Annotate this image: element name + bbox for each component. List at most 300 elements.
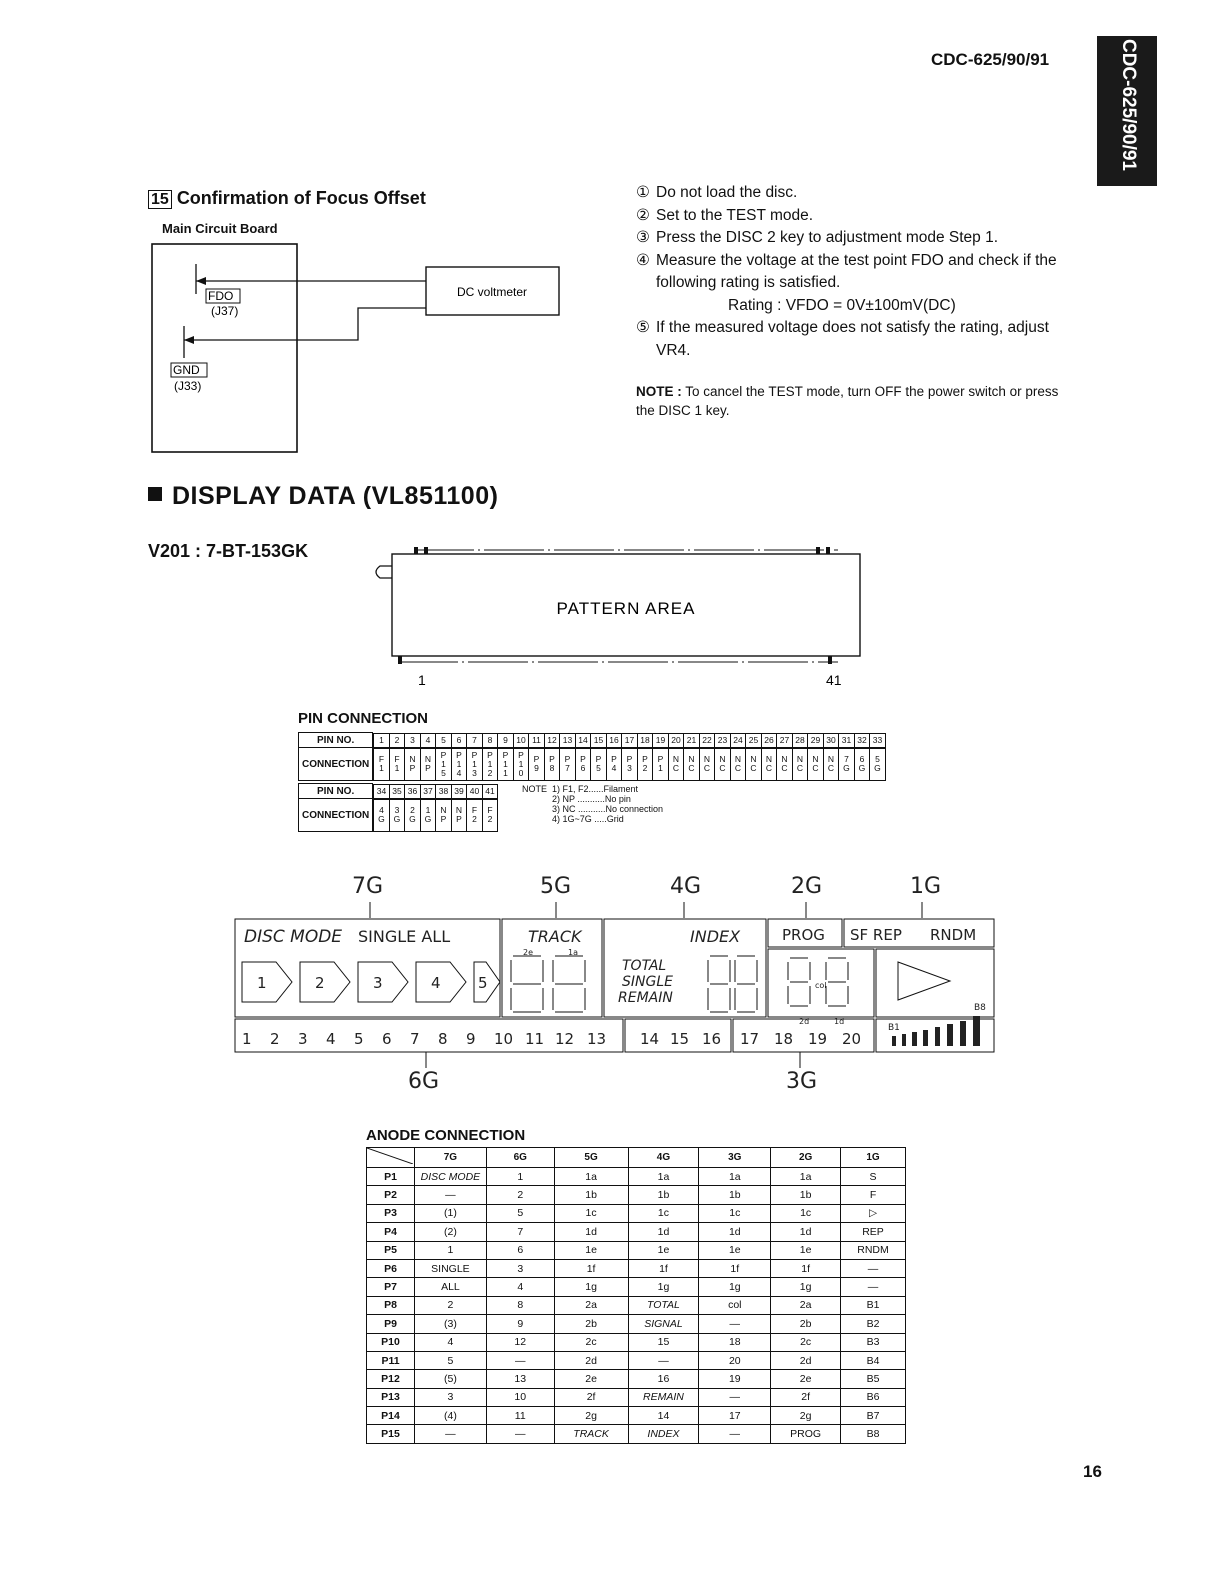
anode-cell: 13 bbox=[486, 1370, 554, 1388]
pin-table-1 bbox=[298, 732, 887, 781]
anode-cell: 1a bbox=[628, 1168, 699, 1186]
table2-conn bbox=[373, 799, 499, 832]
anode-cell: 17 bbox=[699, 1407, 771, 1425]
anode-cell: 1d bbox=[554, 1223, 628, 1241]
rating: Rating : VFDO = 0V±100mV(DC) bbox=[728, 296, 956, 314]
pin-connection: N C bbox=[808, 748, 824, 780]
anode-cell: B1 bbox=[841, 1296, 906, 1314]
anode-cell: ALL bbox=[414, 1278, 486, 1296]
grid-6g: 6G bbox=[408, 1069, 440, 1094]
disc-mode-label: DISC MODE bbox=[244, 927, 343, 947]
anode-row bbox=[367, 1333, 906, 1351]
anode-row bbox=[367, 1186, 906, 1204]
pin-connection: P 2 bbox=[637, 748, 653, 780]
pin-connection: 6 G bbox=[854, 748, 870, 780]
anode-row-label: P14 bbox=[367, 1407, 415, 1425]
pin-number: 23 bbox=[715, 733, 731, 747]
anode-cell: 3 bbox=[414, 1388, 486, 1406]
section-15-title bbox=[148, 188, 426, 209]
anode-row bbox=[367, 1315, 906, 1333]
pin-connection: 2 G bbox=[405, 799, 421, 831]
pin-number: 4 bbox=[420, 733, 436, 747]
anode-row-label: P1 bbox=[367, 1168, 415, 1186]
pin-number: 32 bbox=[854, 733, 870, 747]
anode-row-label: P6 bbox=[367, 1259, 415, 1277]
side-tab-label: CDC-625/90/91 bbox=[1118, 38, 1139, 172]
anode-cell: 10 bbox=[486, 1388, 554, 1406]
pin-number: 38 bbox=[436, 784, 452, 798]
anode-cell: (1) bbox=[414, 1204, 486, 1222]
anode-cell: 1e bbox=[628, 1241, 699, 1259]
pin-number: 11 bbox=[529, 733, 545, 747]
pin-number: 19 bbox=[653, 733, 669, 747]
bar-b8: B8 bbox=[974, 1003, 986, 1013]
disc-4: 4 bbox=[431, 974, 441, 992]
track-number-1: 1 bbox=[242, 1030, 252, 1048]
pin-connection: 1 G bbox=[420, 799, 436, 831]
pin-connection: N C bbox=[699, 748, 715, 780]
vfd-outline bbox=[368, 544, 868, 690]
pin-number: 6 bbox=[451, 733, 467, 747]
anode-cell: 1b bbox=[554, 1186, 628, 1204]
track-number-16: 16 bbox=[702, 1030, 722, 1048]
pin-connection: F 1 bbox=[389, 748, 405, 780]
pin-connection: P 8 bbox=[544, 748, 560, 780]
anode-row-label: P15 bbox=[367, 1425, 415, 1443]
pin-connection: 5 G bbox=[870, 748, 886, 780]
anode-cell: ▷ bbox=[841, 1204, 906, 1222]
anode-row-label: P10 bbox=[367, 1333, 415, 1351]
track-number-5: 5 bbox=[354, 1030, 364, 1048]
disc-1: 1 bbox=[257, 974, 267, 992]
anode-cell: 9 bbox=[486, 1315, 554, 1333]
pin-number: 27 bbox=[777, 733, 793, 747]
pin-number: 37 bbox=[420, 784, 436, 798]
connection-row-label-2: CONNECTION bbox=[299, 799, 373, 832]
anode-cell: REMAIN bbox=[628, 1388, 699, 1406]
anode-cell: 1b bbox=[628, 1186, 699, 1204]
step-3: ③ Press the DISC 2 key to adjustment mode Step 1. bbox=[636, 229, 999, 246]
grid-7g: 7G bbox=[352, 874, 384, 899]
anode-cell: B2 bbox=[841, 1315, 906, 1333]
table2-pins bbox=[373, 784, 499, 799]
anode-cell: 2b bbox=[554, 1315, 628, 1333]
anode-cell: 2g bbox=[771, 1407, 841, 1425]
anode-cell: 5 bbox=[414, 1351, 486, 1369]
pin-number: 21 bbox=[684, 733, 700, 747]
single-label: SINGLE bbox=[622, 974, 673, 990]
anode-cell: 1a bbox=[699, 1168, 771, 1186]
track-label: TRACK bbox=[528, 927, 582, 946]
anode-row bbox=[367, 1168, 906, 1186]
total-label: TOTAL bbox=[622, 958, 667, 974]
pin-connection: N P bbox=[405, 748, 421, 780]
track-number-15: 15 bbox=[670, 1030, 690, 1048]
anode-cell: 1e bbox=[699, 1241, 771, 1259]
pin-connection: P 1 3 bbox=[467, 748, 483, 780]
pin-connection: N C bbox=[777, 748, 793, 780]
anode-cell: 2 bbox=[486, 1186, 554, 1204]
pin-connection: P 7 bbox=[560, 748, 576, 780]
pin-connection: N C bbox=[715, 748, 731, 780]
pin-connection: F 2 bbox=[482, 799, 498, 831]
page-number: 16 bbox=[1083, 1462, 1102, 1481]
anode-cell: TRACK bbox=[554, 1425, 628, 1443]
pin-number: 13 bbox=[560, 733, 576, 747]
pin-connection: N C bbox=[746, 748, 762, 780]
anode-cell: 1b bbox=[771, 1186, 841, 1204]
anode-cell: 2b bbox=[771, 1315, 841, 1333]
rndm-label: RNDM bbox=[930, 926, 977, 944]
anode-cell: (5) bbox=[414, 1370, 486, 1388]
anode-cell: B4 bbox=[841, 1351, 906, 1369]
anode-cell: 8 bbox=[486, 1296, 554, 1314]
track-number-4: 4 bbox=[326, 1030, 336, 1048]
anode-cell: 1c bbox=[771, 1204, 841, 1222]
grid-3g: 3G bbox=[786, 1069, 818, 1094]
gnd-ref: (J33) bbox=[174, 379, 202, 393]
track-number-9: 9 bbox=[466, 1030, 476, 1048]
anode-cell: 16 bbox=[628, 1370, 699, 1388]
track-numbers bbox=[242, 1030, 861, 1048]
track-number-14: 14 bbox=[640, 1030, 660, 1048]
pin-connection: F 1 bbox=[374, 748, 390, 780]
anode-cell: 1g bbox=[771, 1278, 841, 1296]
pin-connection: N C bbox=[668, 748, 684, 780]
tube-label: V201 : 7-BT-153GK bbox=[148, 541, 309, 561]
anode-row bbox=[367, 1425, 906, 1443]
anode-cell: B6 bbox=[841, 1388, 906, 1406]
track-number-3: 3 bbox=[298, 1030, 308, 1048]
pin-number: 30 bbox=[823, 733, 839, 747]
pin-number: 15 bbox=[591, 733, 607, 747]
pin-last: 41 bbox=[826, 672, 842, 688]
pin-number: 10 bbox=[513, 733, 529, 747]
board-label: Main Circuit Board bbox=[162, 221, 278, 236]
anode-cell: 1d bbox=[699, 1223, 771, 1241]
anode-cell: S bbox=[841, 1168, 906, 1186]
anode-cell: 11 bbox=[486, 1407, 554, 1425]
disc-3: 3 bbox=[373, 974, 383, 992]
track-number-12: 12 bbox=[555, 1030, 575, 1048]
anode-cell: B5 bbox=[841, 1370, 906, 1388]
fdo-ref: (J37) bbox=[211, 304, 239, 318]
pin-connection: 3 G bbox=[389, 799, 405, 831]
anode-cell: 1c bbox=[554, 1204, 628, 1222]
track-number-19: 19 bbox=[808, 1030, 828, 1048]
track-number-10: 10 bbox=[494, 1030, 514, 1048]
pin-number: 34 bbox=[374, 784, 390, 798]
anode-cell: TOTAL bbox=[628, 1296, 699, 1314]
pin-number: 9 bbox=[498, 733, 514, 747]
anode-cell: 2e bbox=[771, 1370, 841, 1388]
anode-cell: B8 bbox=[841, 1425, 906, 1443]
pin-number: 14 bbox=[575, 733, 591, 747]
pin-number: 36 bbox=[405, 784, 421, 798]
pin-number: 28 bbox=[792, 733, 808, 747]
anode-cell: 2c bbox=[554, 1333, 628, 1351]
anode-corner bbox=[367, 1148, 415, 1168]
anode-cell: 2 bbox=[414, 1296, 486, 1314]
step-4: ④ Measure the voltage at the test point FDO and check if the following rating is satisfied. bbox=[636, 251, 1057, 291]
seg-2e: 2e bbox=[523, 948, 534, 957]
seg-2d: 2d bbox=[799, 1017, 810, 1026]
anode-cell: INDEX bbox=[628, 1425, 699, 1443]
anode-cell: SINGLE bbox=[414, 1259, 486, 1277]
index-label: INDEX bbox=[690, 927, 741, 946]
anode-cell: 1f bbox=[771, 1259, 841, 1277]
fdo-label: FDO bbox=[208, 289, 234, 303]
anode-row-label: P4 bbox=[367, 1223, 415, 1241]
seg-col: col bbox=[815, 981, 827, 990]
display-data-title: DISPLAY DATA (VL851100) bbox=[148, 482, 498, 511]
side-tab bbox=[1097, 36, 1157, 186]
pin-row-label-2: PIN NO. bbox=[299, 784, 373, 799]
pin-number: 25 bbox=[746, 733, 762, 747]
anode-cell: 12 bbox=[486, 1333, 554, 1351]
pin-number: 31 bbox=[839, 733, 855, 747]
pin-connection: N C bbox=[792, 748, 808, 780]
anode-row bbox=[367, 1204, 906, 1222]
gnd-label: GND bbox=[173, 363, 200, 377]
bar-b1: B1 bbox=[888, 1023, 900, 1033]
pin-connection: P 1 2 bbox=[482, 748, 498, 780]
anode-cell: 2f bbox=[554, 1388, 628, 1406]
seg-1d: 1d bbox=[834, 1017, 845, 1026]
anode-row-label: P8 bbox=[367, 1296, 415, 1314]
anode-cell: REP bbox=[841, 1223, 906, 1241]
pin-connection: P 3 bbox=[622, 748, 638, 780]
track-number-6: 6 bbox=[382, 1030, 392, 1048]
track-number-11: 11 bbox=[525, 1030, 545, 1048]
track-number-8: 8 bbox=[438, 1030, 448, 1048]
table1-pins bbox=[373, 733, 887, 748]
anode-row-label: P12 bbox=[367, 1370, 415, 1388]
anode-row bbox=[367, 1388, 906, 1406]
pin-number: 5 bbox=[436, 733, 452, 747]
pin-connection: N P bbox=[436, 799, 452, 831]
pin-number: 39 bbox=[451, 784, 467, 798]
anode-row bbox=[367, 1351, 906, 1369]
pin-number: 20 bbox=[668, 733, 684, 747]
anode-cell: 1c bbox=[628, 1204, 699, 1222]
anode-cell: — bbox=[486, 1425, 554, 1443]
pin-number: 1 bbox=[374, 733, 390, 747]
anode-row bbox=[367, 1259, 906, 1277]
pin-number: 22 bbox=[699, 733, 715, 747]
pin-number: 24 bbox=[730, 733, 746, 747]
pin-number: 41 bbox=[482, 784, 498, 798]
anode-cell: 7 bbox=[486, 1223, 554, 1241]
anode-cell: 2d bbox=[771, 1351, 841, 1369]
grid-5g: 5G bbox=[540, 874, 572, 899]
anode-cell: 2d bbox=[554, 1351, 628, 1369]
pin-first: 1 bbox=[418, 672, 426, 688]
anode-cell: 6 bbox=[486, 1241, 554, 1259]
anode-cell: (3) bbox=[414, 1315, 486, 1333]
anode-cell: 2f bbox=[771, 1388, 841, 1406]
sf-rep-label: SF REP bbox=[850, 926, 902, 944]
anode-cell: col bbox=[699, 1296, 771, 1314]
anode-cell: 1f bbox=[628, 1259, 699, 1277]
anode-cell: 1e bbox=[554, 1241, 628, 1259]
track-number-18: 18 bbox=[774, 1030, 794, 1048]
pin-connection: 7 G bbox=[839, 748, 855, 780]
anode-connection-title: ANODE CONNECTION bbox=[366, 1127, 526, 1144]
anode-row bbox=[367, 1278, 906, 1296]
step-2: ② Set to the TEST mode. bbox=[636, 206, 814, 224]
pin-number: 17 bbox=[622, 733, 638, 747]
anode-cell: 19 bbox=[699, 1370, 771, 1388]
single-all-label: SINGLE ALL bbox=[358, 927, 451, 946]
focus-offset-diagram bbox=[140, 236, 580, 456]
step-1: ① Do not load the disc. bbox=[636, 184, 798, 201]
anode-cell: 1 bbox=[486, 1168, 554, 1186]
anode-cell: 1a bbox=[771, 1168, 841, 1186]
pin-connection: P 1 4 bbox=[451, 748, 467, 780]
test-mode-note: NOTE : To cancel the TEST mode, turn OFF the power switch or press the DISC 1 key. bbox=[636, 384, 1059, 418]
pin-number: 33 bbox=[870, 733, 886, 747]
pin-number: 8 bbox=[482, 733, 498, 747]
pin-number: 2 bbox=[389, 733, 405, 747]
meter-label: DC voltmeter bbox=[456, 285, 528, 299]
pin-connection: 4 G bbox=[374, 799, 390, 831]
anode-row-label: P13 bbox=[367, 1388, 415, 1406]
anode-row bbox=[367, 1223, 906, 1241]
pin-notes: NOTE 1) F1, F2......Filament 2) NP ...........No pin 3) NC ...........No connection 4) 1G~7G .....Grid bbox=[522, 784, 664, 824]
anode-cell: 1g bbox=[628, 1278, 699, 1296]
pin-connection: P 1 1 bbox=[498, 748, 514, 780]
pin-connection: P 5 bbox=[591, 748, 607, 780]
anode-cell: SIGNAL bbox=[628, 1315, 699, 1333]
step-5: ⑤ If the measured voltage does not satisfy the rating, adjust VR4. bbox=[636, 319, 1049, 359]
anode-cell: 14 bbox=[628, 1407, 699, 1425]
anode-cell: — bbox=[841, 1278, 906, 1296]
anode-row-label: P5 bbox=[367, 1241, 415, 1259]
grid-4g: 4G bbox=[670, 874, 702, 899]
seg-1a: 1a bbox=[568, 948, 578, 957]
connection-row-label: CONNECTION bbox=[299, 748, 373, 781]
track-number-7: 7 bbox=[410, 1030, 420, 1048]
pin-connection: F 2 bbox=[467, 799, 483, 831]
anode-cell: — bbox=[699, 1425, 771, 1443]
disc-2: 2 bbox=[315, 974, 325, 992]
anode-cell: — bbox=[414, 1186, 486, 1204]
track-number-17: 17 bbox=[740, 1030, 760, 1048]
anode-cell: 1f bbox=[554, 1259, 628, 1277]
pin-connection: P 4 bbox=[606, 748, 622, 780]
anode-cell: 2e bbox=[554, 1370, 628, 1388]
level-meter bbox=[892, 1016, 980, 1046]
pin-connection: N P bbox=[451, 799, 467, 831]
anode-cell: 1g bbox=[554, 1278, 628, 1296]
anode-cell: 4 bbox=[414, 1333, 486, 1351]
track-number-20: 20 bbox=[842, 1030, 862, 1048]
anode-cell: B7 bbox=[841, 1407, 906, 1425]
anode-cell: — bbox=[414, 1425, 486, 1443]
procedure-steps bbox=[636, 182, 1076, 362]
anode-cell: 15 bbox=[628, 1333, 699, 1351]
pin-row-label: PIN NO. bbox=[299, 733, 373, 748]
anode-cell: 1e bbox=[771, 1241, 841, 1259]
model-header: CDC-625/90/91 bbox=[931, 50, 1050, 69]
anode-cell: — bbox=[628, 1351, 699, 1369]
anode-cell: 4 bbox=[486, 1278, 554, 1296]
anode-cell: (2) bbox=[414, 1223, 486, 1241]
anode-cell: — bbox=[699, 1388, 771, 1406]
anode-cell: 1g bbox=[699, 1278, 771, 1296]
track-number-2: 2 bbox=[270, 1030, 280, 1048]
pin-number: 12 bbox=[544, 733, 560, 747]
anode-cell: 2a bbox=[771, 1296, 841, 1314]
anode-row-label: P7 bbox=[367, 1278, 415, 1296]
anode-cell: F bbox=[841, 1186, 906, 1204]
pin-connection: N P bbox=[420, 748, 436, 780]
grid-2g: 2G bbox=[791, 874, 823, 899]
anode-cell: 20 bbox=[699, 1351, 771, 1369]
pin-table-2 bbox=[298, 783, 499, 832]
pin-number: 18 bbox=[637, 733, 653, 747]
table1-conn bbox=[373, 748, 887, 781]
anode-cell: RNDM bbox=[841, 1241, 906, 1259]
pin-connection: P 1 bbox=[653, 748, 669, 780]
pin-number: 7 bbox=[467, 733, 483, 747]
anode-cell: — bbox=[486, 1351, 554, 1369]
pin-number: 40 bbox=[467, 784, 483, 798]
anode-cell: DISC MODE bbox=[414, 1168, 486, 1186]
pin-connection: P 6 bbox=[575, 748, 591, 780]
anode-cell: PROG bbox=[771, 1425, 841, 1443]
section-number: 15 bbox=[148, 190, 172, 209]
anode-cell: B3 bbox=[841, 1333, 906, 1351]
anode-cell: 18 bbox=[699, 1333, 771, 1351]
anode-row bbox=[367, 1407, 906, 1425]
anode-cell: 2c bbox=[771, 1333, 841, 1351]
track-number-13: 13 bbox=[587, 1030, 607, 1048]
pin-connection: N C bbox=[684, 748, 700, 780]
anode-cell: 1 bbox=[414, 1241, 486, 1259]
anode-row-label: P2 bbox=[367, 1186, 415, 1204]
pattern-area-label: PATTERN AREA bbox=[556, 599, 696, 618]
anode-cell: 1b bbox=[699, 1186, 771, 1204]
section-title-text: Confirmation of Focus Offset bbox=[176, 188, 426, 208]
anode-cell: — bbox=[841, 1259, 906, 1277]
disc-5: 5 bbox=[478, 974, 488, 992]
pin-number: 16 bbox=[606, 733, 622, 747]
pin-connection: P 9 bbox=[529, 748, 545, 780]
anode-header-row: 7G 6G 5G 4G 3G 2G 1G bbox=[367, 1148, 906, 1168]
anode-cell: 1f bbox=[699, 1259, 771, 1277]
anode-cell: 1a bbox=[554, 1168, 628, 1186]
anode-cell: 3 bbox=[486, 1259, 554, 1277]
anode-cell: 2g bbox=[554, 1407, 628, 1425]
anode-cell: (4) bbox=[414, 1407, 486, 1425]
anode-cell: 1c bbox=[699, 1204, 771, 1222]
pin-number: 26 bbox=[761, 733, 777, 747]
anode-cell: 2a bbox=[554, 1296, 628, 1314]
anode-cell: 5 bbox=[486, 1204, 554, 1222]
pin-number: 35 bbox=[389, 784, 405, 798]
anode-cell: 1d bbox=[771, 1223, 841, 1241]
pin-number: 29 bbox=[808, 733, 824, 747]
prog-label: PROG bbox=[782, 926, 825, 944]
vfd-segment-diagram bbox=[230, 898, 1000, 1072]
pin-connection: P 1 5 bbox=[436, 748, 452, 780]
anode-row bbox=[367, 1296, 906, 1314]
anode-cell: — bbox=[699, 1315, 771, 1333]
pin-number: 3 bbox=[405, 733, 421, 747]
anode-row bbox=[367, 1241, 906, 1259]
